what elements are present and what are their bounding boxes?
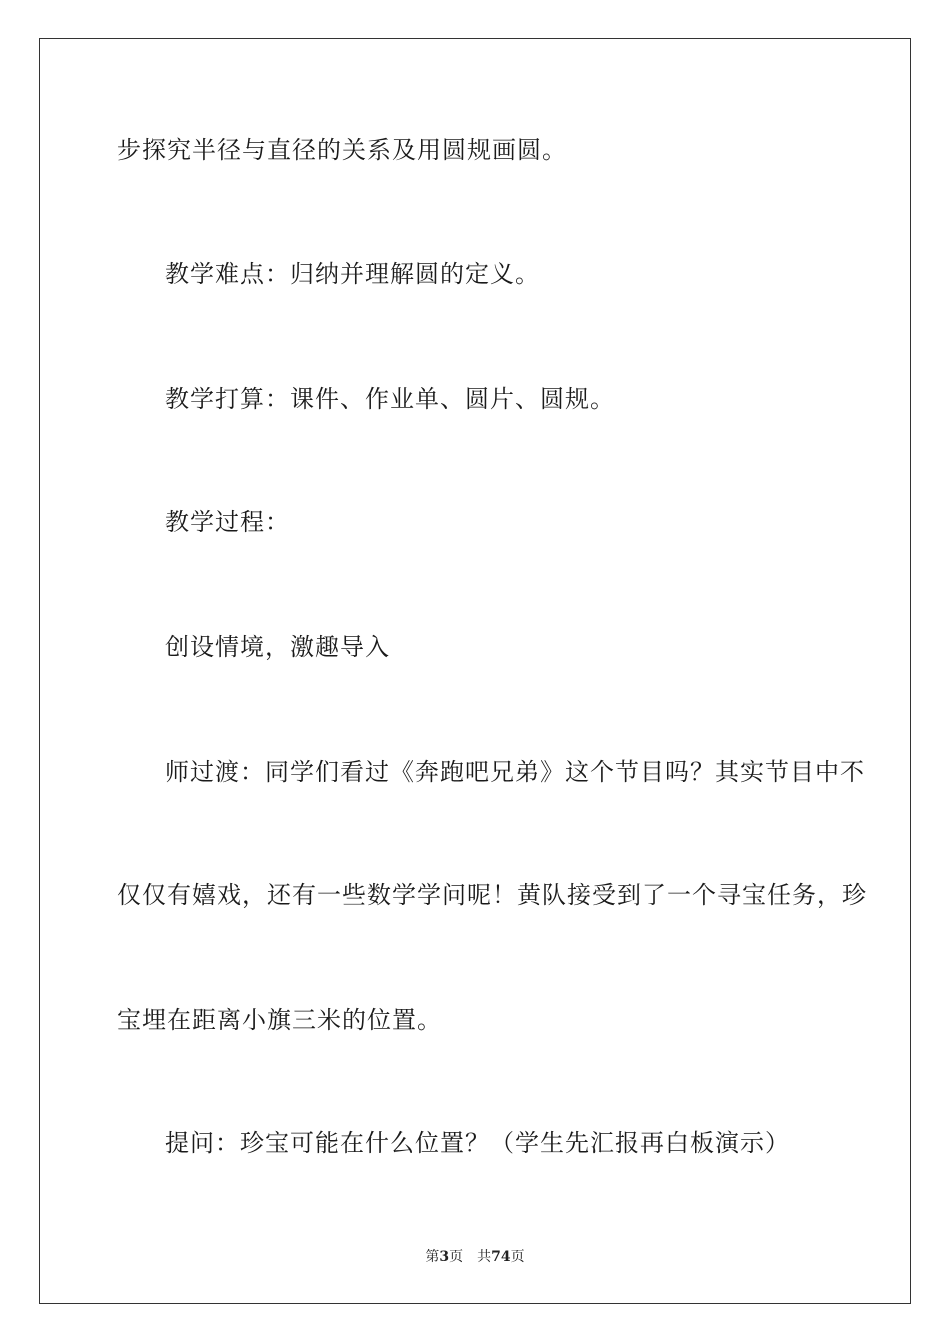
body-line-5: 创设情境，激趣导入: [165, 633, 390, 661]
footer-total-pages: 74: [491, 1249, 511, 1265]
footer-total-prefix: 共: [477, 1249, 492, 1265]
footer-total-suffix: 页: [510, 1249, 525, 1265]
page-footer: [0, 1247, 950, 1267]
body-line-7: 仅仅有嬉戏，还有一些数学学问呢！黄队接受到了一个寻宝任务，珍: [117, 881, 867, 909]
body-line-3: 教学打算：课件、作业单、圆片、圆规。: [165, 385, 615, 413]
footer-page-suffix: 页: [449, 1249, 464, 1265]
footer-page-number: 3: [439, 1249, 450, 1265]
body-line-1: 步探究半径与直径的关系及用圆规画圆。: [117, 136, 567, 164]
body-line-8: 宝埋在距离小旗三米的位置。: [117, 1006, 442, 1034]
body-line-6: 师过渡：同学们看过《奔跑吧兄弟》这个节目吗？其实节目中不: [165, 758, 865, 786]
body-line-2: 教学难点：归纳并理解圆的定义。: [165, 260, 540, 288]
footer-page-prefix: 第: [425, 1249, 440, 1265]
body-line-9: 提问：珍宝可能在什么位置？（学生先汇报再白板演示）: [165, 1129, 790, 1157]
page-frame: [39, 38, 911, 1304]
body-line-4: 教学过程：: [165, 508, 290, 536]
